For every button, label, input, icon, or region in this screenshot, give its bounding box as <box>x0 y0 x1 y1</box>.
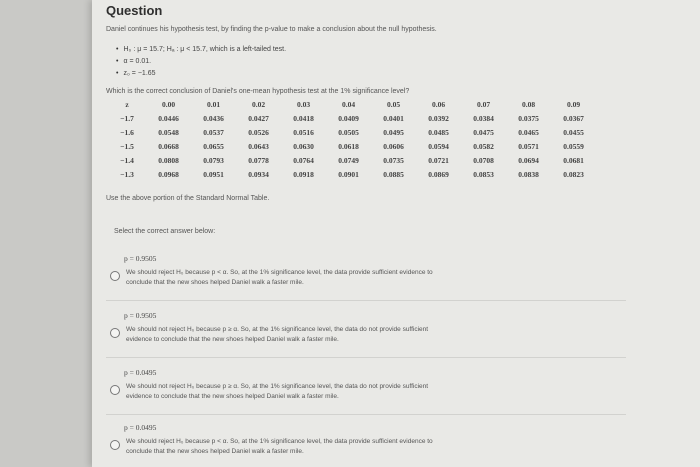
table-cell: 0.0668 <box>158 141 179 151</box>
option-text-line2: evidence to conclude that the new shoes helped Daniel walk a faster mile. <box>126 393 339 400</box>
standard-normal-table <box>108 97 596 181</box>
table-header: 0.09 <box>566 99 581 109</box>
table-cell: 0.0694 <box>518 155 539 165</box>
table-cell: −1.3 <box>120 169 134 179</box>
table-header: 0.00 <box>161 99 176 109</box>
table-cell: 0.0401 <box>383 113 404 123</box>
table-cell: 0.0526 <box>248 127 269 137</box>
table-cell: 0.0436 <box>203 113 224 123</box>
table-cell: 0.0367 <box>563 113 584 123</box>
table-cell: 0.0516 <box>293 127 314 137</box>
question-panel <box>92 0 700 467</box>
table-header: z <box>125 99 129 109</box>
table-cell: 0.0409 <box>338 113 359 123</box>
table-row <box>108 153 596 167</box>
question-intro: Daniel continues his hypothesis test, by finding the p-value to make a conclusion about the null hypothesis. <box>106 26 437 33</box>
table-note: Use the above portion of the Standard Normal Table. <box>106 195 270 202</box>
table-cell: 0.0548 <box>158 127 179 137</box>
option-text-line1: We should reject H₀ because p < α. So, at the 1% significance level, the data provide sufficient evidence to <box>126 269 433 276</box>
table-header: 0.06 <box>431 99 446 109</box>
table-cell: 0.0934 <box>248 169 269 179</box>
test-statistic-item: • z₀ = −1.65 <box>116 68 286 80</box>
table-cell: 0.0681 <box>563 155 584 165</box>
table-cell: 0.0606 <box>383 141 404 151</box>
table-cell: 0.0968 <box>158 169 179 179</box>
option-pvalue: p = 0.9505 <box>124 311 157 320</box>
table-cell: 0.0630 <box>293 141 314 151</box>
option-divider <box>106 300 626 301</box>
table-cell: 0.0918 <box>293 169 314 179</box>
table-cell: 0.0823 <box>563 169 584 179</box>
option-pvalue: p = 0.0495 <box>124 423 157 432</box>
table-cell: 0.0582 <box>473 141 494 151</box>
table-cell: 0.0951 <box>203 169 224 179</box>
option-text-line2: conclude that the new shoes helped Daniel walk a faster mile. <box>126 279 304 286</box>
table-cell: 0.0655 <box>203 141 224 151</box>
table-cell: 0.0495 <box>383 127 404 137</box>
table-cell: 0.0537 <box>203 127 224 137</box>
table-cell: 0.0793 <box>203 155 224 165</box>
radio-button[interactable] <box>110 328 120 338</box>
hypothesis-list <box>116 44 286 80</box>
table-cell: 0.0418 <box>293 113 314 123</box>
question-heading: Question <box>106 3 163 18</box>
table-cell: 0.0643 <box>248 141 269 151</box>
table-cell: −1.4 <box>120 155 134 165</box>
table-cell: 0.0446 <box>158 113 179 123</box>
table-cell: 0.0392 <box>428 113 449 123</box>
table-cell: 0.0778 <box>248 155 269 165</box>
table-row <box>108 111 596 125</box>
table-cell: 0.0384 <box>473 113 494 123</box>
table-row <box>108 167 596 181</box>
table-cell: 0.0485 <box>428 127 449 137</box>
table-header: 0.01 <box>206 99 221 109</box>
option-text-line2: conclude that the new shoes helped Daniel walk a faster mile. <box>126 448 304 455</box>
table-cell: 0.0427 <box>248 113 269 123</box>
table-cell: 0.0869 <box>428 169 449 179</box>
table-cell: 0.0749 <box>338 155 359 165</box>
table-cell: 0.0721 <box>428 155 449 165</box>
option-divider <box>106 414 626 415</box>
select-answer-label: Select the correct answer below: <box>114 228 216 235</box>
hypothesis-item: • H₀ : μ = 15.7; Hₐ : μ < 15.7, which is a left-tailed test. <box>116 44 286 56</box>
table-cell: 0.0594 <box>428 141 449 151</box>
table-header: 0.05 <box>386 99 401 109</box>
table-header: 0.04 <box>341 99 356 109</box>
table-cell: −1.7 <box>120 113 134 123</box>
table-row <box>108 139 596 153</box>
table-cell: 0.0375 <box>518 113 539 123</box>
radio-button[interactable] <box>110 440 120 450</box>
table-cell: 0.0455 <box>563 127 584 137</box>
table-cell: 0.0475 <box>473 127 494 137</box>
table-row <box>108 125 596 139</box>
table-cell: 0.0465 <box>518 127 539 137</box>
option-pvalue: p = 0.9505 <box>124 254 157 263</box>
radio-button[interactable] <box>110 385 120 395</box>
table-cell: 0.0708 <box>473 155 494 165</box>
alpha-item: • α = 0.01. <box>116 56 286 68</box>
table-cell: 0.0901 <box>338 169 359 179</box>
table-cell: −1.5 <box>120 141 134 151</box>
table-cell: 0.0505 <box>338 127 359 137</box>
table-header: 0.03 <box>296 99 311 109</box>
option-text-line2: evidence to conclude that the new shoes helped Daniel walk a faster mile. <box>126 336 339 343</box>
option-divider <box>106 357 626 358</box>
option-text-line1: We should reject H₀ because p < α. So, at the 1% significance level, the data provide sufficient evidence to <box>126 438 433 445</box>
table-header: 0.02 <box>251 99 266 109</box>
table-cell: 0.0808 <box>158 155 179 165</box>
table-header: 0.07 <box>476 99 491 109</box>
table-header: 0.08 <box>521 99 536 109</box>
table-cell: 0.0618 <box>338 141 359 151</box>
option-text-line1: We should not reject H₀ because p ≥ α. So, at the 1% significance level, the data do not provide sufficient <box>126 326 429 333</box>
table-cell: 0.0838 <box>518 169 539 179</box>
table-cell: 0.0885 <box>383 169 404 179</box>
option-text-line1: We should not reject H₀ because p ≥ α. So, at the 1% significance level, the data do not provide sufficient <box>126 383 429 390</box>
table-header-row <box>108 97 596 111</box>
radio-button[interactable] <box>110 271 120 281</box>
table-cell: 0.0559 <box>563 141 584 151</box>
table-cell: −1.6 <box>120 127 134 137</box>
question-prompt: Which is the correct conclusion of Daniel's one-mean hypothesis test at the 1% significance level? <box>106 88 410 95</box>
table-cell: 0.0853 <box>473 169 494 179</box>
table-cell: 0.0571 <box>518 141 539 151</box>
option-pvalue: p = 0.0495 <box>124 368 157 377</box>
table-cell: 0.0764 <box>293 155 314 165</box>
table-cell: 0.0735 <box>383 155 404 165</box>
